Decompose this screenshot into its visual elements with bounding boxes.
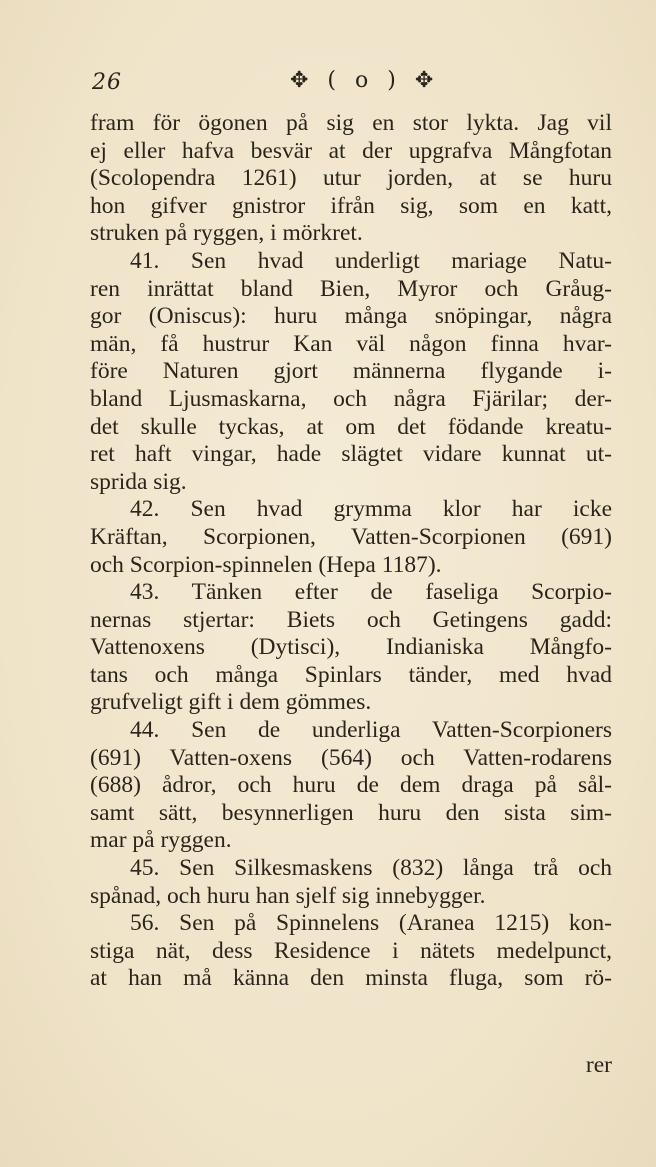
catchword: rer [585,1052,612,1078]
text-line: (Scolopendra 1261) utur jorden, at se huru [90,165,612,192]
text-line: före Naturen gjort männerna flygande i- [90,358,612,385]
text-line: sprida sig. [90,468,187,495]
text-line: stiga nät, dess Residence i nätets medelpunct, [90,937,612,964]
text-line: ren inrättat bland Bien, Myror och Gråug- [90,275,612,302]
text-line: ret haft vingar, hade slägtet vidare kunnat ut- [90,441,612,468]
text-line: gor (Oniscus): huru många snöpingar, några [90,303,612,330]
text-line: tans och många Spinlars tänder, med hvad [90,661,612,688]
text-line: mar på ryggen. [90,827,232,854]
text-line: 56. Sen på Spinnelens (Aranea 1215) kon- [130,910,612,937]
text-line: samt sätt, besynnerligen huru den sista sim- [90,799,612,826]
text-line: det skulle tyckas, at om det födande kreatu- [90,413,612,440]
page-number: 26 [92,70,122,95]
text-line: nernas stjertar: Biets och Getingens gadd: [90,606,612,633]
text-line: 42. Sen hvad grymma klor har icke [130,496,612,523]
text-line: bland Ljusmaskarna, och några Fjärilar; der- [90,385,612,412]
text-line: män, få hustrur Kan väl någon finna hvar- [90,330,612,357]
text-line: (691) Vatten-oxens (564) och Vatten-rodarens [90,744,612,771]
text-line: at han må känna den minsta fluga, som rö- [90,965,612,992]
text-line: och Scorpion-spinnelen (Hepa 1187). [90,551,442,578]
text-line: ej eller hafva besvär at der upgrafva Mångfotan [90,137,612,164]
text-line: (688) ådror, och huru de dem draga på sål- [90,772,612,799]
text-line: grufveligt gift i dem gömmes. [90,689,372,716]
text-line: 45. Sen Silkesmaskens (832) långa trå och [130,855,612,882]
text-line: Vattenoxens (Dytisci), Indianiska Mångfo- [90,634,612,661]
text-line: Kräftan, Scorpionen, Vatten-Scorpionen (691) [90,523,612,550]
text-line: 43. Tänken efter de faseliga Scorpio- [130,579,612,606]
text-line: struken på ryggen, i mörkret. [90,220,363,247]
header-ornament: ✥ ( o ) ✥ [290,68,440,93]
text-line: 41. Sen hvad underligt mariage Natu- [130,247,612,274]
text-line: fram för ögonen på sig en stor lykta. Jag vil [90,110,612,136]
text-line: 44. Sen de underliga Vatten-Scorpioners [130,717,612,744]
body-text [90,110,612,993]
text-line: hon gifver gnistror ifrån sig, som en katt, [90,192,612,219]
page-header [92,68,612,102]
text-line: spånad, och huru han sjelf sig innebygger. [90,882,486,909]
